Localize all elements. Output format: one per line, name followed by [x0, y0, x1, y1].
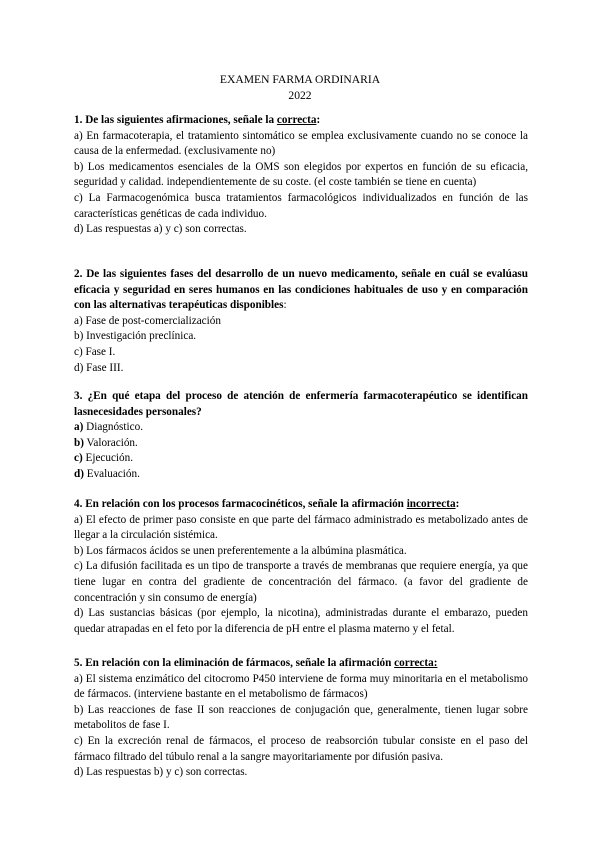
question-5-option-b: b) Las reacciones de fase II son reacciones de conjugación que, generalmente, tienen lugar sobre metabolitos de fase I.: [74, 703, 528, 732]
question-4-option-c: c) La difusión facilitada es un tipo de transporte a través de membranas que requiere energía, ya que tiene lugar en contra del gradiente de concentración del fármaco. (a favor del gradiente de concentración y sin consumo de energía): [74, 560, 528, 604]
question-5-stem: 5. En relación con la eliminación de fármacos, señale la afirmación correcta:: [74, 657, 438, 669]
question-4: [74, 497, 528, 637]
question-2: [74, 267, 528, 376]
question-5-option-a: a) El sistema enzimático del citocromo P450 interviene de forma muy minoritaria en el metabolismo de fármacos. (interviene bastante en el metabolismo de fármacos): [74, 672, 528, 701]
question-1: [74, 113, 528, 238]
question-3-option-c: c) Ejecución.: [74, 452, 134, 465]
exam-year: 2022: [288, 89, 312, 102]
question-1-option-a: a) En farmacoterapia, el tratamiento sintomático se emplea exclusivamente cuando no se conoce la causa de la enfermedad. (exclusivamente no): [74, 129, 528, 158]
question-1-option-b: b) Los medicamentos esenciales de la OMS son elegidos por expertos en función de su eficacia, seguridad y calidad. independientemente de su coste. (el coste también se tiene en cuenta): [74, 160, 528, 189]
question-4-stem: 4. En relación con los procesos farmacocinéticos, señale la afirmación incorrecta:: [74, 498, 460, 510]
question-5-option-d: d) Las respuestas b) y c) son correctas.: [74, 766, 248, 779]
question-3-stem: 3. ¿En qué etapa del proceso de atención de enfermería farmacoterapéutico se identifican lasnecesidades personales?: [74, 390, 528, 418]
question-3: [74, 389, 528, 483]
question-1-option-d: d) Las respuestas a) y c) son correctas.: [74, 223, 247, 236]
question-3-option-d: d) Evaluación.: [74, 467, 140, 480]
question-3-option-a: a) Diagnóstico.: [74, 421, 143, 434]
question-5: [74, 656, 528, 781]
question-1-option-c: c) La Farmacogenómica busca tratamientos farmacológicos individualizados en función de las características genéticas de cada individuo.: [74, 191, 528, 220]
question-4-option-a: a) El efecto de primer paso consiste en que parte del fármaco administrado es metabolizado antes de llegar a la circulación sistémica.: [74, 513, 528, 542]
question-2-option-c: c) Fase I.: [74, 345, 116, 358]
question-2-stem: 2. De las siguientes fases del desarrollo de un nuevo medicamento, señale en cuál se evalúasu eficacia y seguridad en seres humanos en las condiciones habituales de uso y en comparación con las alternativas terapéuticas disponibles:: [74, 268, 528, 312]
question-2-option-d: d) Fase III.: [74, 361, 124, 374]
question-4-option-b: b) Los fármacos ácidos se unen preferentemente a la albúmina plasmática.: [74, 544, 407, 557]
keyword-correcta: correcta:: [394, 657, 438, 669]
exam-title: EXAMEN FARMA ORDINARIA: [219, 73, 381, 86]
question-5-option-c: c) En la excreción renal de fármacos, el proceso de reabsorción tubular consiste en el paso del fármaco filtrado del túbulo renal a la sangre mayoritariamente por difusión pasiva.: [74, 734, 528, 763]
question-4-option-d: d) Las sustancias básicas (por ejemplo, la nicotina), administradas durante el embarazo, pueden quedar atrapadas en el feto por la diferencia de pH entre el plasma materno y el fetal.: [74, 607, 528, 635]
keyword-correcta: correcta: [276, 114, 317, 126]
question-3-option-b: b) Valoración.: [74, 436, 138, 449]
question-2-option-a: a) Fase de post-comercialización: [74, 314, 221, 327]
keyword-incorrecta: incorrecta: [406, 498, 456, 510]
question-2-option-b: b) Investigación preclínica.: [74, 330, 197, 343]
question-1-stem: 1. De las siguientes afirmaciones, señale la correcta:: [74, 114, 321, 126]
